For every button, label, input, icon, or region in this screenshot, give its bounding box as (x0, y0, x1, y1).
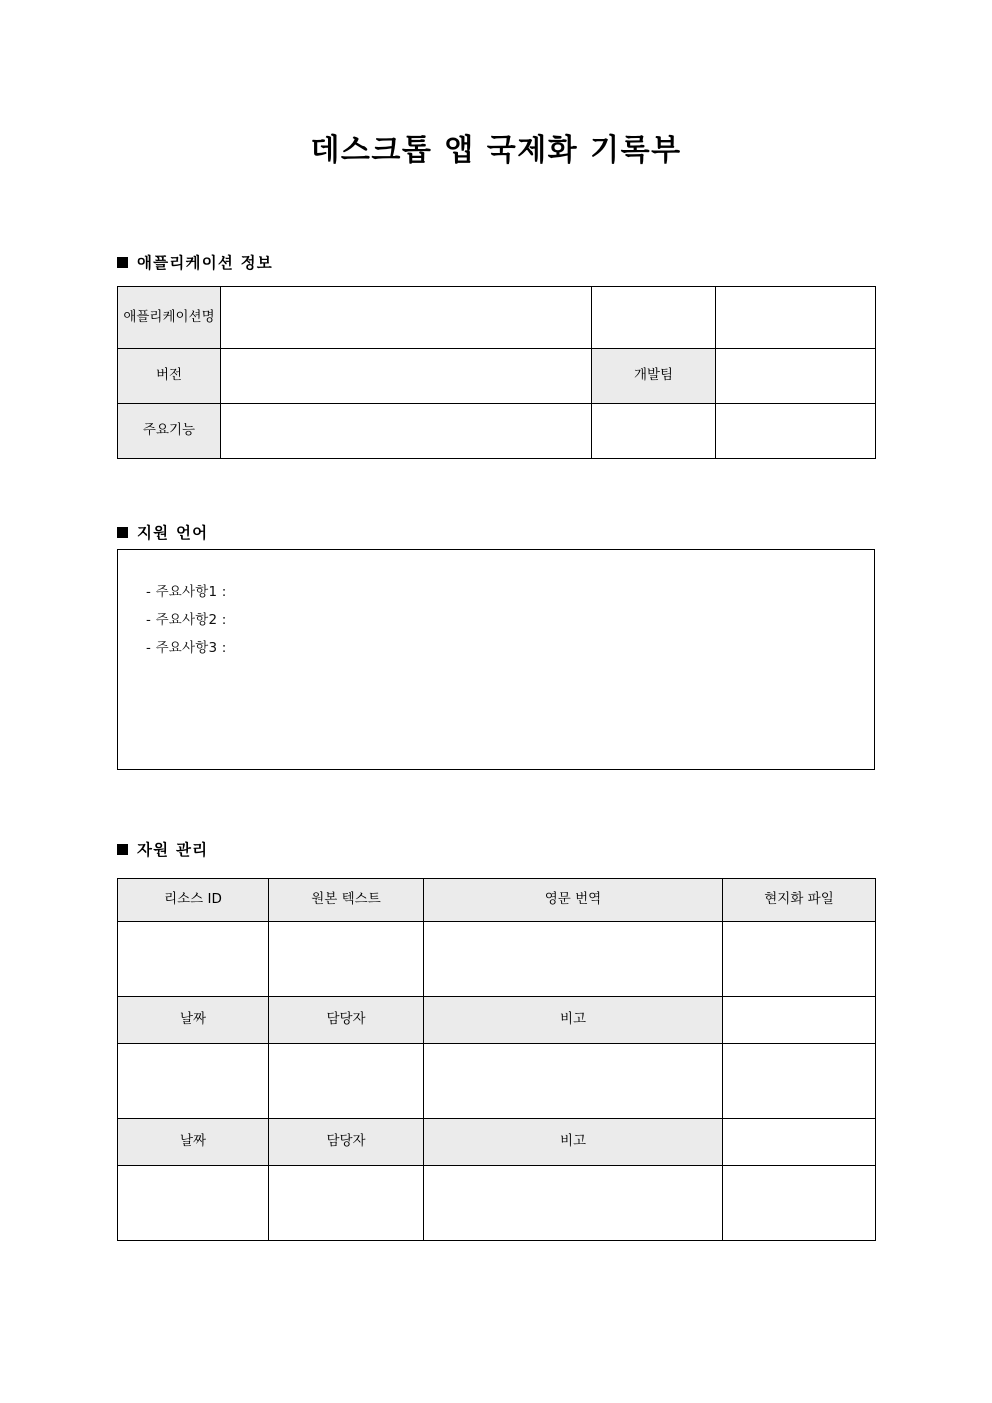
table-row (118, 287, 876, 349)
cell-owner[interactable] (269, 1166, 424, 1241)
table-row (118, 349, 876, 404)
column-header-remarks: 비고 (424, 1119, 723, 1166)
cell-localization-file[interactable] (723, 922, 876, 997)
cell-resource-id[interactable] (118, 922, 269, 997)
note-line-1: - 주요사항1 : (146, 584, 227, 600)
section-bullet-icon (117, 527, 128, 538)
field-label-app-extra (592, 287, 716, 349)
table-subheader-row (118, 1119, 876, 1166)
column-header-owner: 담당자 (269, 997, 424, 1044)
supported-languages-box[interactable] (117, 549, 875, 770)
section-heading-resource-management-label: 자원 관리 (137, 841, 209, 859)
cell-owner[interactable] (269, 1044, 424, 1119)
cell-extra[interactable] (723, 1166, 876, 1241)
section-bullet-icon (117, 257, 128, 268)
resource-management-table (117, 878, 876, 1241)
field-label-dev-team: 개발팀 (592, 349, 716, 404)
table-row (118, 404, 876, 459)
section-heading-app-info (117, 251, 273, 273)
column-header-owner: 담당자 (269, 1119, 424, 1166)
section-heading-app-info-label: 애플리케이션 정보 (137, 254, 273, 272)
table-row (118, 1044, 876, 1119)
section-bullet-icon (117, 844, 128, 855)
field-value-dev-team[interactable] (716, 349, 876, 404)
column-header-localization-file: 현지화 파일 (723, 879, 876, 922)
cell-remarks[interactable] (424, 1044, 723, 1119)
cell-source-text[interactable] (269, 922, 424, 997)
note-line-2: - 주요사항2 : (146, 612, 227, 628)
field-label-app-name: 애플리케이션명 (118, 287, 221, 349)
column-header-english-translation: 영문 번역 (424, 879, 723, 922)
field-value-features-extra[interactable] (716, 404, 876, 459)
column-header-date: 날짜 (118, 997, 269, 1044)
field-label-version: 버전 (118, 349, 221, 404)
section-heading-resource-management (117, 838, 208, 860)
field-label-features-extra (592, 404, 716, 459)
table-subheader-row (118, 997, 876, 1044)
field-value-main-features[interactable] (221, 404, 592, 459)
table-row (118, 1166, 876, 1241)
field-label-main-features: 주요기능 (118, 404, 221, 459)
table-header-row (118, 879, 876, 922)
cell-remarks[interactable] (424, 1166, 723, 1241)
column-header-resource-id: 리소스 ID (118, 879, 269, 922)
column-header-remarks: 비고 (424, 997, 723, 1044)
field-value-app-extra[interactable] (716, 287, 876, 349)
page-title: 데스크톱 앱 국제화 기록부 (310, 133, 682, 168)
section-heading-supported-languages-label: 지원 언어 (137, 524, 209, 542)
column-header-blank (723, 997, 876, 1044)
table-row (118, 922, 876, 997)
cell-english-translation[interactable] (424, 922, 723, 997)
cell-date[interactable] (118, 1044, 269, 1119)
field-value-version[interactable] (221, 349, 592, 404)
field-value-app-name[interactable] (221, 287, 592, 349)
section-heading-supported-languages (117, 521, 208, 543)
column-header-date: 날짜 (118, 1119, 269, 1166)
column-header-blank (723, 1119, 876, 1166)
note-line-3: - 주요사항3 : (146, 640, 227, 656)
cell-extra[interactable] (723, 1044, 876, 1119)
column-header-source-text: 원본 텍스트 (269, 879, 424, 922)
cell-date[interactable] (118, 1166, 269, 1241)
application-info-table (117, 286, 876, 459)
